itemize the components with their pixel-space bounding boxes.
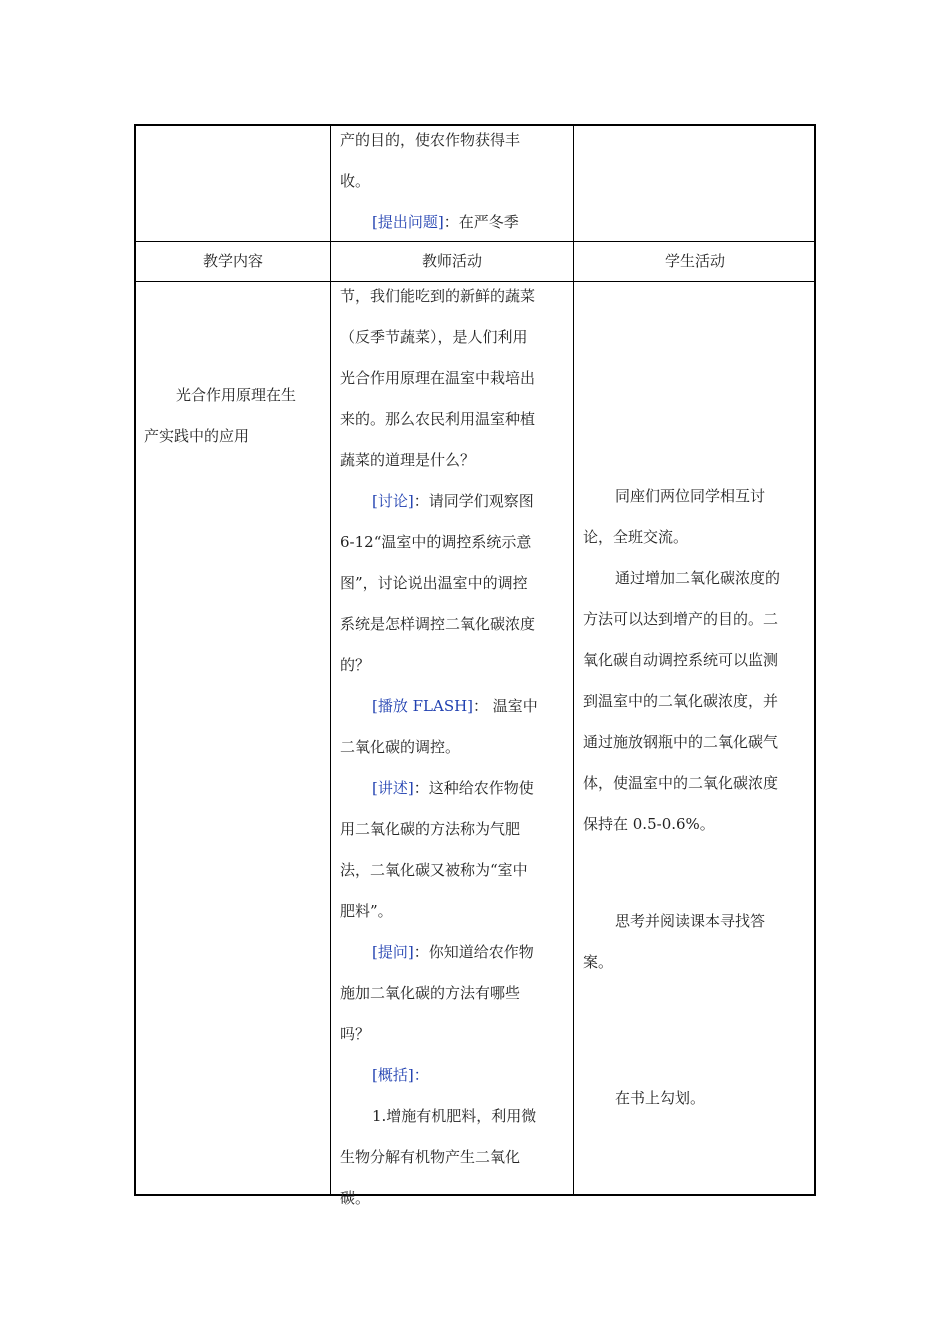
text-line: 通过施放钢瓶中的二氧化碳气 — [583, 733, 779, 751]
text-line: 用二氧化碳的方法称为气肥 — [340, 820, 521, 838]
text-line: 思考并阅读课本寻找答 — [615, 912, 766, 930]
teaching-content-cell — [144, 375, 324, 457]
column-divider-2 — [573, 126, 574, 1194]
text-line: 氧化碳自动调控系统可以监测 — [583, 651, 779, 669]
text-line: 施加二氧化碳的方法有哪些 — [340, 984, 521, 1002]
text-line: 产实践中的应用 — [144, 427, 250, 445]
text-line: 通过增加二氧化碳浓度的 — [615, 569, 781, 587]
text-line: 系统是怎样调控二氧化碳浓度 — [340, 615, 536, 633]
summary-tag: [概括] — [372, 1066, 414, 1084]
text-line: 来的。那么农民利用温室种植 — [340, 410, 536, 428]
ask-question-tag: [提出问题] — [372, 213, 444, 231]
question-text: ：你知道给农作物 — [413, 943, 534, 961]
summary-line — [340, 1055, 568, 1096]
teacher-activity-cell — [340, 276, 568, 1219]
text-line: 6-12“温室中的调控系统示意 — [340, 533, 532, 551]
discuss-text: ：请同学们观察图 — [413, 492, 534, 510]
text-line: 体，使温室中的二氧化碳浓度 — [583, 774, 779, 792]
text-line: 图”，讨论说出温室中的调控 — [340, 574, 528, 592]
text-line: 产的目的，使农作物获得丰 — [340, 131, 521, 149]
text-line: 方法可以达到增产的目的。二 — [583, 610, 779, 628]
header-student-activity: 学生活动 — [664, 252, 725, 270]
text-line: （反季节蔬菜），是人们利用 — [340, 328, 528, 346]
top-row-teacher-cell — [340, 120, 568, 243]
question-line — [340, 932, 568, 973]
header-teaching-content: 教学内容 — [202, 252, 263, 270]
text-line: 光合作用原理在温室中栽培出 — [340, 369, 536, 387]
student-read-cell — [583, 901, 811, 983]
header-teacher-activity: 教师活动 — [421, 252, 482, 270]
discuss-tag: [讨论] — [372, 492, 414, 510]
text-line: 光合作用原理在生 — [176, 386, 297, 404]
flash-line — [340, 686, 568, 727]
text-line: 到温室中的二氧化碳浓度，并 — [583, 692, 779, 710]
flash-text: ： 温室中 — [473, 697, 538, 715]
text-line: 论，全班交流。 — [583, 528, 689, 546]
text-line: 收。 — [340, 172, 371, 190]
text-line: 节，我们能吃到的新鲜的蔬菜 — [340, 287, 536, 305]
text-line: 二氧化碳的调控。 — [340, 738, 461, 756]
ask-question-line — [340, 202, 568, 243]
text-line: 法，二氧化碳又被称为“室中 — [340, 861, 528, 879]
text-line: 案。 — [583, 953, 614, 971]
ask-question-text: ：在严冬季 — [443, 213, 519, 231]
text-line: 保持在 0.5-0.6%。 — [583, 815, 715, 833]
text-line: 吗？ — [340, 1025, 371, 1043]
lecture-text: ：这种给农作物使 — [413, 779, 534, 797]
text-line: 生物分解有机物产生二氧化 — [340, 1148, 521, 1166]
student-mark-cell — [583, 1078, 811, 1119]
text-line: 在书上勾划。 — [615, 1089, 706, 1107]
student-activity-cell — [583, 476, 811, 845]
text-line: 同座们两位同学相互讨 — [615, 487, 766, 505]
flash-tag: [播放 FLASH] — [372, 697, 474, 715]
text-line: 碳。 — [340, 1189, 371, 1207]
summary-suffix: ： — [413, 1066, 429, 1084]
text-line: 1.增施有机肥料，利用微 — [372, 1107, 537, 1125]
column-divider-1 — [330, 126, 331, 1194]
text-line: 蔬菜的道理是什么？ — [340, 451, 476, 469]
lecture-line — [340, 768, 568, 809]
text-line: 肥料”。 — [340, 902, 393, 920]
text-line: 的？ — [340, 656, 371, 674]
discuss-line — [340, 481, 568, 522]
lecture-tag: [讲述] — [372, 779, 414, 797]
lesson-table — [134, 124, 816, 1207]
question-tag: [提问] — [372, 943, 414, 961]
